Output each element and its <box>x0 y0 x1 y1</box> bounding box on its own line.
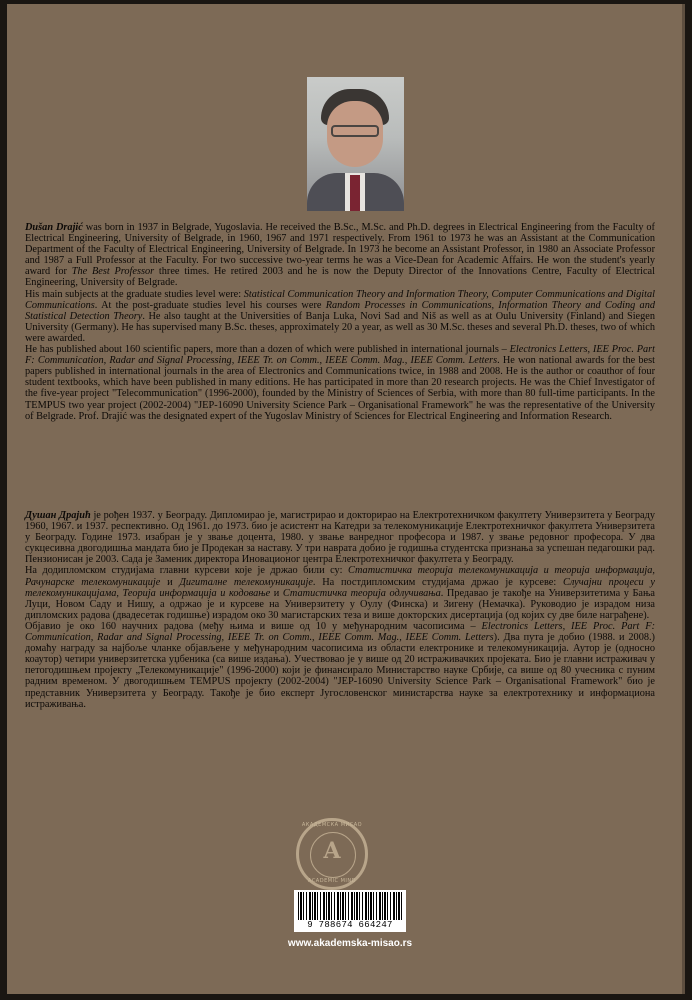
bio-paragraph <box>25 621 655 710</box>
isbn-barcode <box>294 890 406 932</box>
bio-text-run: и <box>160 576 180 588</box>
bio-paragraph <box>25 510 655 565</box>
bio-text-run: ). Два пута је добио (1988. и 2008.) домаћу награду за најбоље чланке објављене у међународним часописима из области електронике и телекомуникација. Аутор је (односно коаутор) четири универзитетска уџбеника (са више издања). Учествовао је у више од 20 истраживачких пројеката. Био је главни истраживач у петогодишњем пројекту „Телекомуникације" (1996-2000) који је финансирало Министарство науке Србије, са више од 80 учесника с пуним радним временом. У двогодишњем TEMPUS пројекту (2002-2004) "JEP-16090 University Science Park – Organisational Framework" био је представник Универзитета у Београду. Такође је био експерт Југословенског министарства науке за електротехнику и информациона истраживања. <box>25 632 655 710</box>
bio-text-run: . At the post-graduate studies level his courses were <box>94 299 326 311</box>
publisher-logo <box>296 818 368 890</box>
bio-text-run: Статистичка теорија телекомуникација и теорија информација, Рачунарске телекомуникације <box>25 565 655 588</box>
bio-text-run: three times. He retired 2003 and he is now the Deputy Director of the Innovations Centre, Faculty of Electrical Engineering, University of Belgrade. <box>25 266 655 289</box>
bio-text-run: Случајни процеси у телекомуникацијама, Теорија информација и кодовање <box>25 576 655 599</box>
bio-text-run: и <box>270 587 283 599</box>
bio-text-run: Statistical Communication Theory and Information Theory, Computer Communications and Digital Communications <box>25 288 655 311</box>
logo-ring-text-bottom: ACADEMIC MIND <box>307 878 356 884</box>
barcode-number: 9 788674 664247 <box>307 920 393 930</box>
bio-text-run: He has published about 160 scientific papers, more than a dozen of which were published in international journals – <box>25 344 510 356</box>
bio-paragraph <box>25 222 655 289</box>
bio-text-run: was born in 1937 in Belgrade, Yugoslavia. He received the B.Sc., M.Sc. and Ph.D. degrees in Electrical Engineering from the Faculty of Electrical Engineering, University of Belgrade, in 1960, 1967 and 1971 respectively. From 1961 to 1973 he was an Assistant at the Communication Department of the Faculty of Electrical Engineering, University of Belgrade. In 1973 he become an Assistant Professor, in 1980 an Associate Professor and 1987 a Full Professor at the Faculty. For two successive two-year terms he was a Vice-Dean for Academic Affairs. He won the student's yearly award for <box>25 222 655 278</box>
bio-paragraph <box>25 344 655 422</box>
bio-paragraph <box>25 565 655 620</box>
bio-text-run: . На постдипломским студијама држао је курсеве: <box>312 576 563 588</box>
bio-paragraph <box>25 289 655 344</box>
bio-text-run: На додипломском студијама главни курсеви које је држао били су: <box>25 565 348 577</box>
bio-text-run: . He won national awards for the best papers published in international journals in the area of Electronics and Communications twice, in 1988 and 2008. He is the author or coauthor of four student textbooks, which have been published in many editions. He has participated in more than 20 research projects. He was the Chief Investigator of the five-year project "Telecommunication" (1996-2000), founded by the Ministry of Sciences of Serbia, with more than 80 full-time participants. In the TEMPUS two year project (2002-2004) "JEP-16090 University Science Park – Organisational Framework" he was the representative of the University of Belgrade. Prof. Drajić was the designated expert of the Yugoslav Ministry of Sciences for Electrical Engineering and Information Research. <box>25 355 655 422</box>
logo-monogram: A <box>323 838 341 864</box>
bio-text-run: Статистичка теорија одлучивања <box>282 587 441 599</box>
bio-text-run: Electronics Letters, IEE Proc. Part F: Communication, Radar and Signal Processing, IEEE Tr. on Comm., IEEE Comm. Mag., IEEE Comm. Letters <box>25 620 655 644</box>
bio-text-run: . Предавао је такође на Универзитетима у Бањa Луци, Новом Саду и Нишу, а одржао је и курсеве на Универзитету у Оулу (Финска) и Зигену (Немачка). Руководио је израдом низа дипломских радова (двадесетак годишње) израдом око 30 магистарских теза и више докторских дисертација (од којих су две биле награђене). <box>25 587 655 621</box>
author-bio-serbian <box>25 510 655 710</box>
bio-text-run: Душан Драјић <box>25 510 91 521</box>
bio-text-run: Објавио је око 160 научних радова (међу њима и више од 10 у међународним часописима – <box>25 620 482 632</box>
bio-text-run: His main subjects at the graduate studies level were: <box>25 288 244 300</box>
bio-text-run: . He also taught at the Universities of Banja Luka, Novi Sad and Niš as well as at Oulu University (Finland) and Siegen University (Germany). He has supervised many B.Sc. theses, approximately 20 a year, as well as 30 M.Sc. theses and several Ph.D. theses, two of which were awarded. <box>25 310 655 344</box>
bio-text-run: је рођен 1937. у Београду. Дипломирао је, магистрирао и докторирао на Електротехничком факултету Универзитета у Београду 1960, 1967. и 1937. респективно. Од 1961. до 1973. био је асистент на Катедри за телекомуникације Електротехничког факултета Универзитета у Београду. Године 1973. изабран је у звање доцента, 1980. у звање ванредног професора и 1987. у звање редовног професора. У два сукцесивна двогодишња мандата био је Продекан за наставу. У три наврата добио је годишња студентска признања за успешан педагошки рад. Пензионисан је 2003. Сада је Заменик директора Иновационог центра Електротехничког факултета у Београду. <box>25 510 655 566</box>
bio-text-run: Random Processes in Communications, Information Theory and Coding and Statistical Detection Theory <box>25 299 655 322</box>
logo-ring-text-top: АКАДЕМСКА МИСАО <box>301 822 363 828</box>
bio-text-run: Dušan Drajić <box>25 222 83 233</box>
author-bio-english <box>25 222 655 422</box>
bio-text-run: Дигиталне телекомуникације <box>179 576 313 588</box>
bio-text-run: Electronics Letters, IEE Proc. Part F: Communication, Radar and Signal Processing, IEEE Tr. on Comm., IEEE Comm. Mag., IEEE Comm. Letters <box>25 344 656 367</box>
author-photo <box>307 77 404 211</box>
publisher-website: www.akademska-misao.rs <box>287 938 413 949</box>
bio-text-run: The Best Professor <box>71 266 155 278</box>
barcode-bars <box>298 892 402 920</box>
